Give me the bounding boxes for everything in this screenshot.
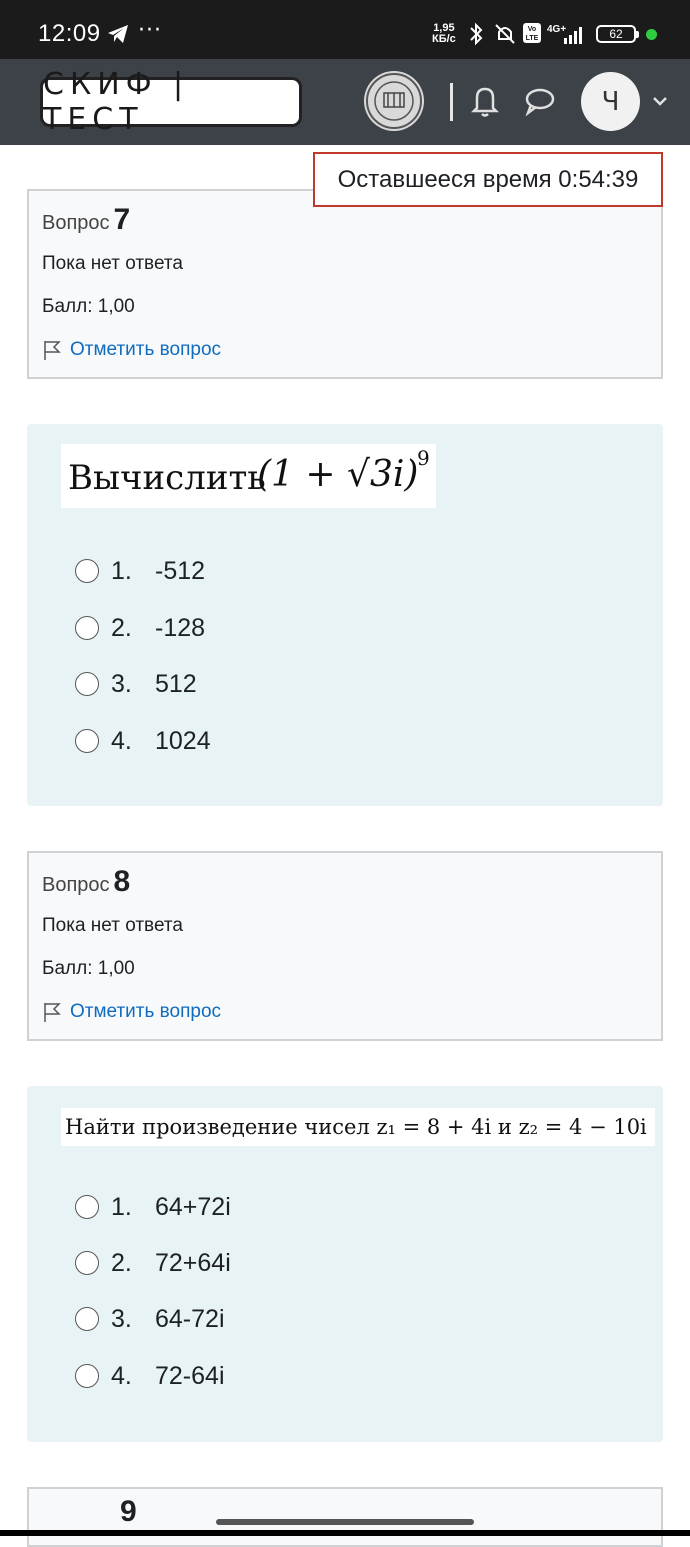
answer-option[interactable]: 3. 64-72i	[75, 1299, 225, 1339]
network-speed: 1,95 КБ/с	[432, 22, 456, 45]
radio-button[interactable]	[75, 1195, 99, 1219]
question-content	[27, 424, 663, 806]
question-number: Вопрос 8	[42, 865, 131, 898]
nav-divider	[450, 83, 453, 121]
volte-icon	[522, 22, 542, 44]
svg-text:LTE: LTE	[525, 35, 539, 42]
radio-button[interactable]	[75, 1251, 99, 1275]
question-number: Вопрос 7	[42, 203, 131, 236]
radio-button[interactable]	[75, 729, 99, 753]
question-info-box	[27, 851, 663, 1041]
more-notifications-icon: ···	[138, 18, 162, 43]
notifications-bell-icon[interactable]	[470, 84, 500, 118]
question-text: Найти произведение чисел z₁ = 8 + 4i и z₂ = 4 − 10i	[61, 1108, 655, 1146]
telegram-icon	[106, 23, 130, 45]
messages-icon[interactable]	[524, 86, 556, 116]
answer-option[interactable]: 1. 64+72i	[75, 1187, 231, 1227]
top-navbar	[0, 59, 690, 145]
question-grade: Балл: 1,00	[42, 296, 135, 317]
radio-button[interactable]	[75, 559, 99, 583]
flag-question-link[interactable]: Отметить вопрос	[42, 339, 221, 361]
signal-4g-icon	[546, 22, 588, 46]
site-logo[interactable]: СКИФ | ТЕСТ	[40, 77, 302, 127]
question-grade: Балл: 1,00	[42, 958, 135, 979]
question-state: Пока нет ответа	[42, 915, 183, 936]
svg-text:Vo: Vo	[527, 26, 537, 33]
privacy-indicator-dot	[646, 29, 657, 40]
question-info-box: 9	[27, 1487, 663, 1547]
radio-button[interactable]	[75, 616, 99, 640]
radio-button[interactable]	[75, 1364, 99, 1388]
flag-question-link[interactable]: Отметить вопрос	[42, 1001, 221, 1023]
answer-option[interactable]: 1. -512	[75, 551, 205, 591]
svg-text:4G+: 4G+	[547, 24, 567, 35]
gesture-area	[0, 1530, 690, 1536]
answer-option[interactable]: 4. 1024	[75, 721, 211, 761]
answer-option[interactable]: 2. 72+64i	[75, 1243, 231, 1283]
status-bar	[0, 0, 690, 66]
answer-option[interactable]: 2. -128	[75, 608, 205, 648]
user-avatar[interactable]: Ч	[581, 72, 640, 131]
chevron-down-icon[interactable]	[652, 95, 668, 107]
quiz-timer: Оставшееся время 0:54:39	[313, 152, 663, 207]
bluetooth-icon	[468, 22, 484, 46]
flag-icon	[42, 339, 62, 361]
battery-indicator: 62	[596, 25, 636, 43]
flag-icon	[42, 1001, 62, 1023]
question-state: Пока нет ответа	[42, 253, 183, 274]
answer-option[interactable]: 4. 72-64i	[75, 1356, 225, 1396]
radio-button[interactable]	[75, 672, 99, 696]
home-gesture-bar[interactable]	[216, 1519, 474, 1525]
university-emblem-icon	[364, 71, 424, 131]
question-text: Вычислить (1 + √3i) 9	[61, 444, 436, 508]
answer-option[interactable]: 3. 512	[75, 664, 197, 704]
question-info-box	[27, 189, 663, 379]
question-content	[27, 1086, 663, 1442]
status-time: 12:09	[38, 20, 101, 47]
silent-bell-icon	[494, 22, 516, 46]
radio-button[interactable]	[75, 1307, 99, 1331]
